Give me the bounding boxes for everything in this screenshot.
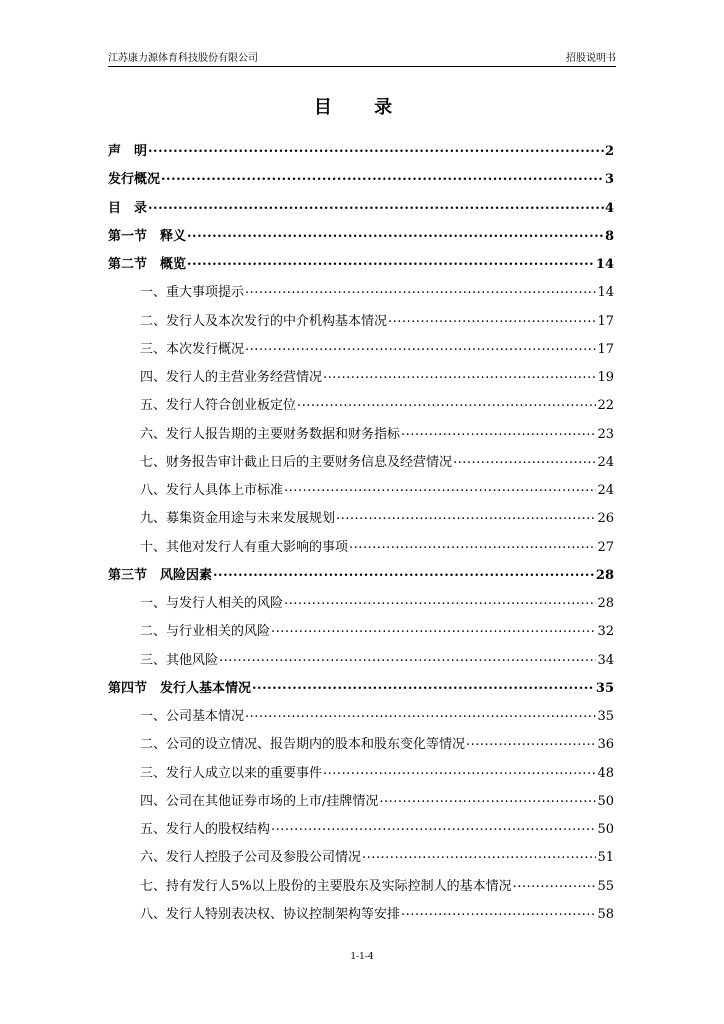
toc-entry-label: 七、财务报告审计截止日后的主要财务信息及经营情况 [140,454,453,470]
toc-leader-dots [362,841,596,869]
table-of-contents [108,138,614,929]
toc-leader-dots [148,135,604,163]
toc-entry-label: 目 录 [108,200,148,216]
toc-entry-page: 2 [604,144,614,159]
toc-entry-page: 4 [604,200,614,216]
toc-entry[interactable] [108,760,614,788]
toc-entry-label: 八、发行人具体上市标准 [140,483,284,498]
toc-entry-label: 五、发行人的股权结构 [140,822,271,837]
toc-leader-dots [252,672,595,700]
toc-entry[interactable] [108,618,614,646]
toc-entry[interactable] [108,816,614,844]
toc-entry-label: 发行概况 [108,172,161,188]
toc-entry[interactable] [108,364,614,392]
toc-leader-dots [284,474,596,502]
toc-leader-dots [245,700,596,728]
toc-leader-dots [453,446,596,474]
toc-entry-label: 六、发行人控股子公司及参股公司情况 [140,850,362,866]
toc-entry-label: 一、与发行人相关的风险 [140,596,284,611]
toc-leader-dots [466,728,596,756]
toc-entry-label: 二、与行业相关的风险 [140,624,271,640]
toc-entry-page: 17 [597,341,614,357]
toc-leader-dots [245,276,596,304]
toc-entry-label: 四、发行人的主营业务经营情况 [140,370,323,385]
toc-leader-dots [513,870,597,898]
toc-entry-label: 十、其他对发行人有重大影响的事项 [140,539,349,555]
toc-leader-dots [297,389,596,417]
toc-entry-page: 28 [595,567,614,583]
toc-entry[interactable] [108,223,614,251]
toc-leader-dots [323,757,596,785]
toc-leader-dots [379,785,596,813]
toc-entry[interactable] [108,421,614,449]
toc-entry-page: 48 [597,765,614,781]
toc-entry-page: 22 [597,398,614,414]
toc-entry-page: 34 [597,652,614,668]
toc-leader-dots [401,898,596,926]
toc-leader-dots [349,531,596,559]
toc-entry[interactable] [108,166,614,194]
toc-entry-label: 三、发行人成立以来的重要事件 [140,765,323,781]
toc-entry[interactable] [108,788,614,816]
toc-entry-label: 七、持有发行人5%以上股份的主要股东及实际控制人的基本情况 [140,878,512,894]
toc-entry-page: 26 [597,511,614,527]
toc-entry-page: 50 [597,793,614,809]
toc-entry-label: 第二节 概览 [108,257,187,272]
toc-entry-page: 28 [597,596,614,611]
toc-entry[interactable] [108,279,614,307]
toc-entry-page: 24 [597,454,614,470]
toc-entry[interactable] [108,590,614,618]
toc-entry-label: 声 明 [108,144,148,159]
toc-leader-dots [323,361,596,389]
toc-entry-label: 第一节 释义 [108,228,187,244]
toc-entry-label: 一、重大事项提示 [140,285,245,301]
toc-leader-dots [148,192,604,220]
toc-entry-label: 九、募集资金用途与未来发展规划 [140,511,336,527]
toc-entry-label: 六、发行人报告期的主要财务数据和财务指标 [140,426,401,442]
toc-entry[interactable] [108,195,614,223]
toc-entry-page: 27 [597,539,614,555]
toc-entry-label: 第三节 风险因素 [108,567,213,583]
toc-entry-page: 35 [597,709,614,724]
toc-leader-dots [187,248,595,276]
toc-entry[interactable] [108,392,614,420]
toc-entry-page: 8 [604,228,614,244]
toc-entry[interactable] [108,505,614,533]
toc-leader-dots [187,220,604,248]
toc-leader-dots [271,813,596,841]
toc-entry-label: 一、公司基本情况 [140,709,245,724]
toc-entry-page: 17 [597,313,614,329]
toc-entry[interactable] [108,844,614,872]
toc-entry-page: 50 [597,822,614,837]
toc-entry-label: 三、本次发行概况 [140,341,245,357]
page-number: 1-1-4 [350,952,374,962]
toc-leader-dots [401,418,596,446]
header-company-name: 江苏康力源体育科技股份有限公司 [108,53,258,64]
toc-entry[interactable] [108,336,614,364]
toc-entry[interactable] [108,731,614,759]
toc-entry-page: 32 [597,624,614,640]
toc-leader-dots [213,559,595,587]
toc-leader-dots [388,305,596,333]
toc-leader-dots [284,587,596,615]
toc-leader-dots [219,644,596,672]
toc-entry-label: 五、发行人符合创业板定位 [140,398,297,414]
toc-entry[interactable] [108,647,614,675]
toc-leader-dots [245,333,596,361]
toc-entry[interactable] [108,477,614,505]
toc-entry-label: 第四节 发行人基本情况 [108,680,252,696]
toc-entry[interactable] [108,534,614,562]
toc-entry-page: 3 [604,172,614,188]
toc-entry-label: 二、公司的设立情况、报告期内的股本和股东变化等情况 [140,737,466,753]
toc-entry[interactable] [108,449,614,477]
toc-entry-label: 二、发行人及本次发行的中介机构基本情况 [140,313,388,329]
header-document-type: 招股说明书 [566,53,616,64]
toc-entry-label: 八、发行人特别表决权、协议控制架构等安排 [140,906,401,922]
toc-entry-page: 14 [595,257,614,272]
toc-leader-dots [161,163,604,191]
toc-entry-page: 19 [597,370,614,385]
toc-entry[interactable] [108,562,614,590]
toc-entry-label: 三、其他风险 [140,652,219,668]
toc-entry[interactable] [108,675,614,703]
header-divider [108,66,616,67]
page-title: 目 录 [313,97,411,118]
toc-entry-page: 23 [597,426,614,442]
toc-entry-page: 55 [597,878,614,894]
toc-entry-label: 四、公司在其他证券市场的上市/挂牌情况 [140,793,379,809]
toc-leader-dots [271,615,596,643]
toc-entry[interactable] [108,873,614,901]
toc-entry[interactable] [108,703,614,731]
toc-leader-dots [336,502,596,530]
toc-entry[interactable] [108,901,614,929]
toc-entry-page: 24 [597,483,614,498]
toc-entry-page: 51 [597,850,614,866]
toc-entry-page: 58 [597,906,614,922]
toc-entry[interactable] [108,308,614,336]
toc-entry-page: 14 [597,285,614,301]
toc-entry-page: 35 [595,680,614,696]
toc-entry-page: 36 [597,737,614,753]
toc-entry[interactable] [108,138,614,166]
toc-entry[interactable] [108,251,614,279]
